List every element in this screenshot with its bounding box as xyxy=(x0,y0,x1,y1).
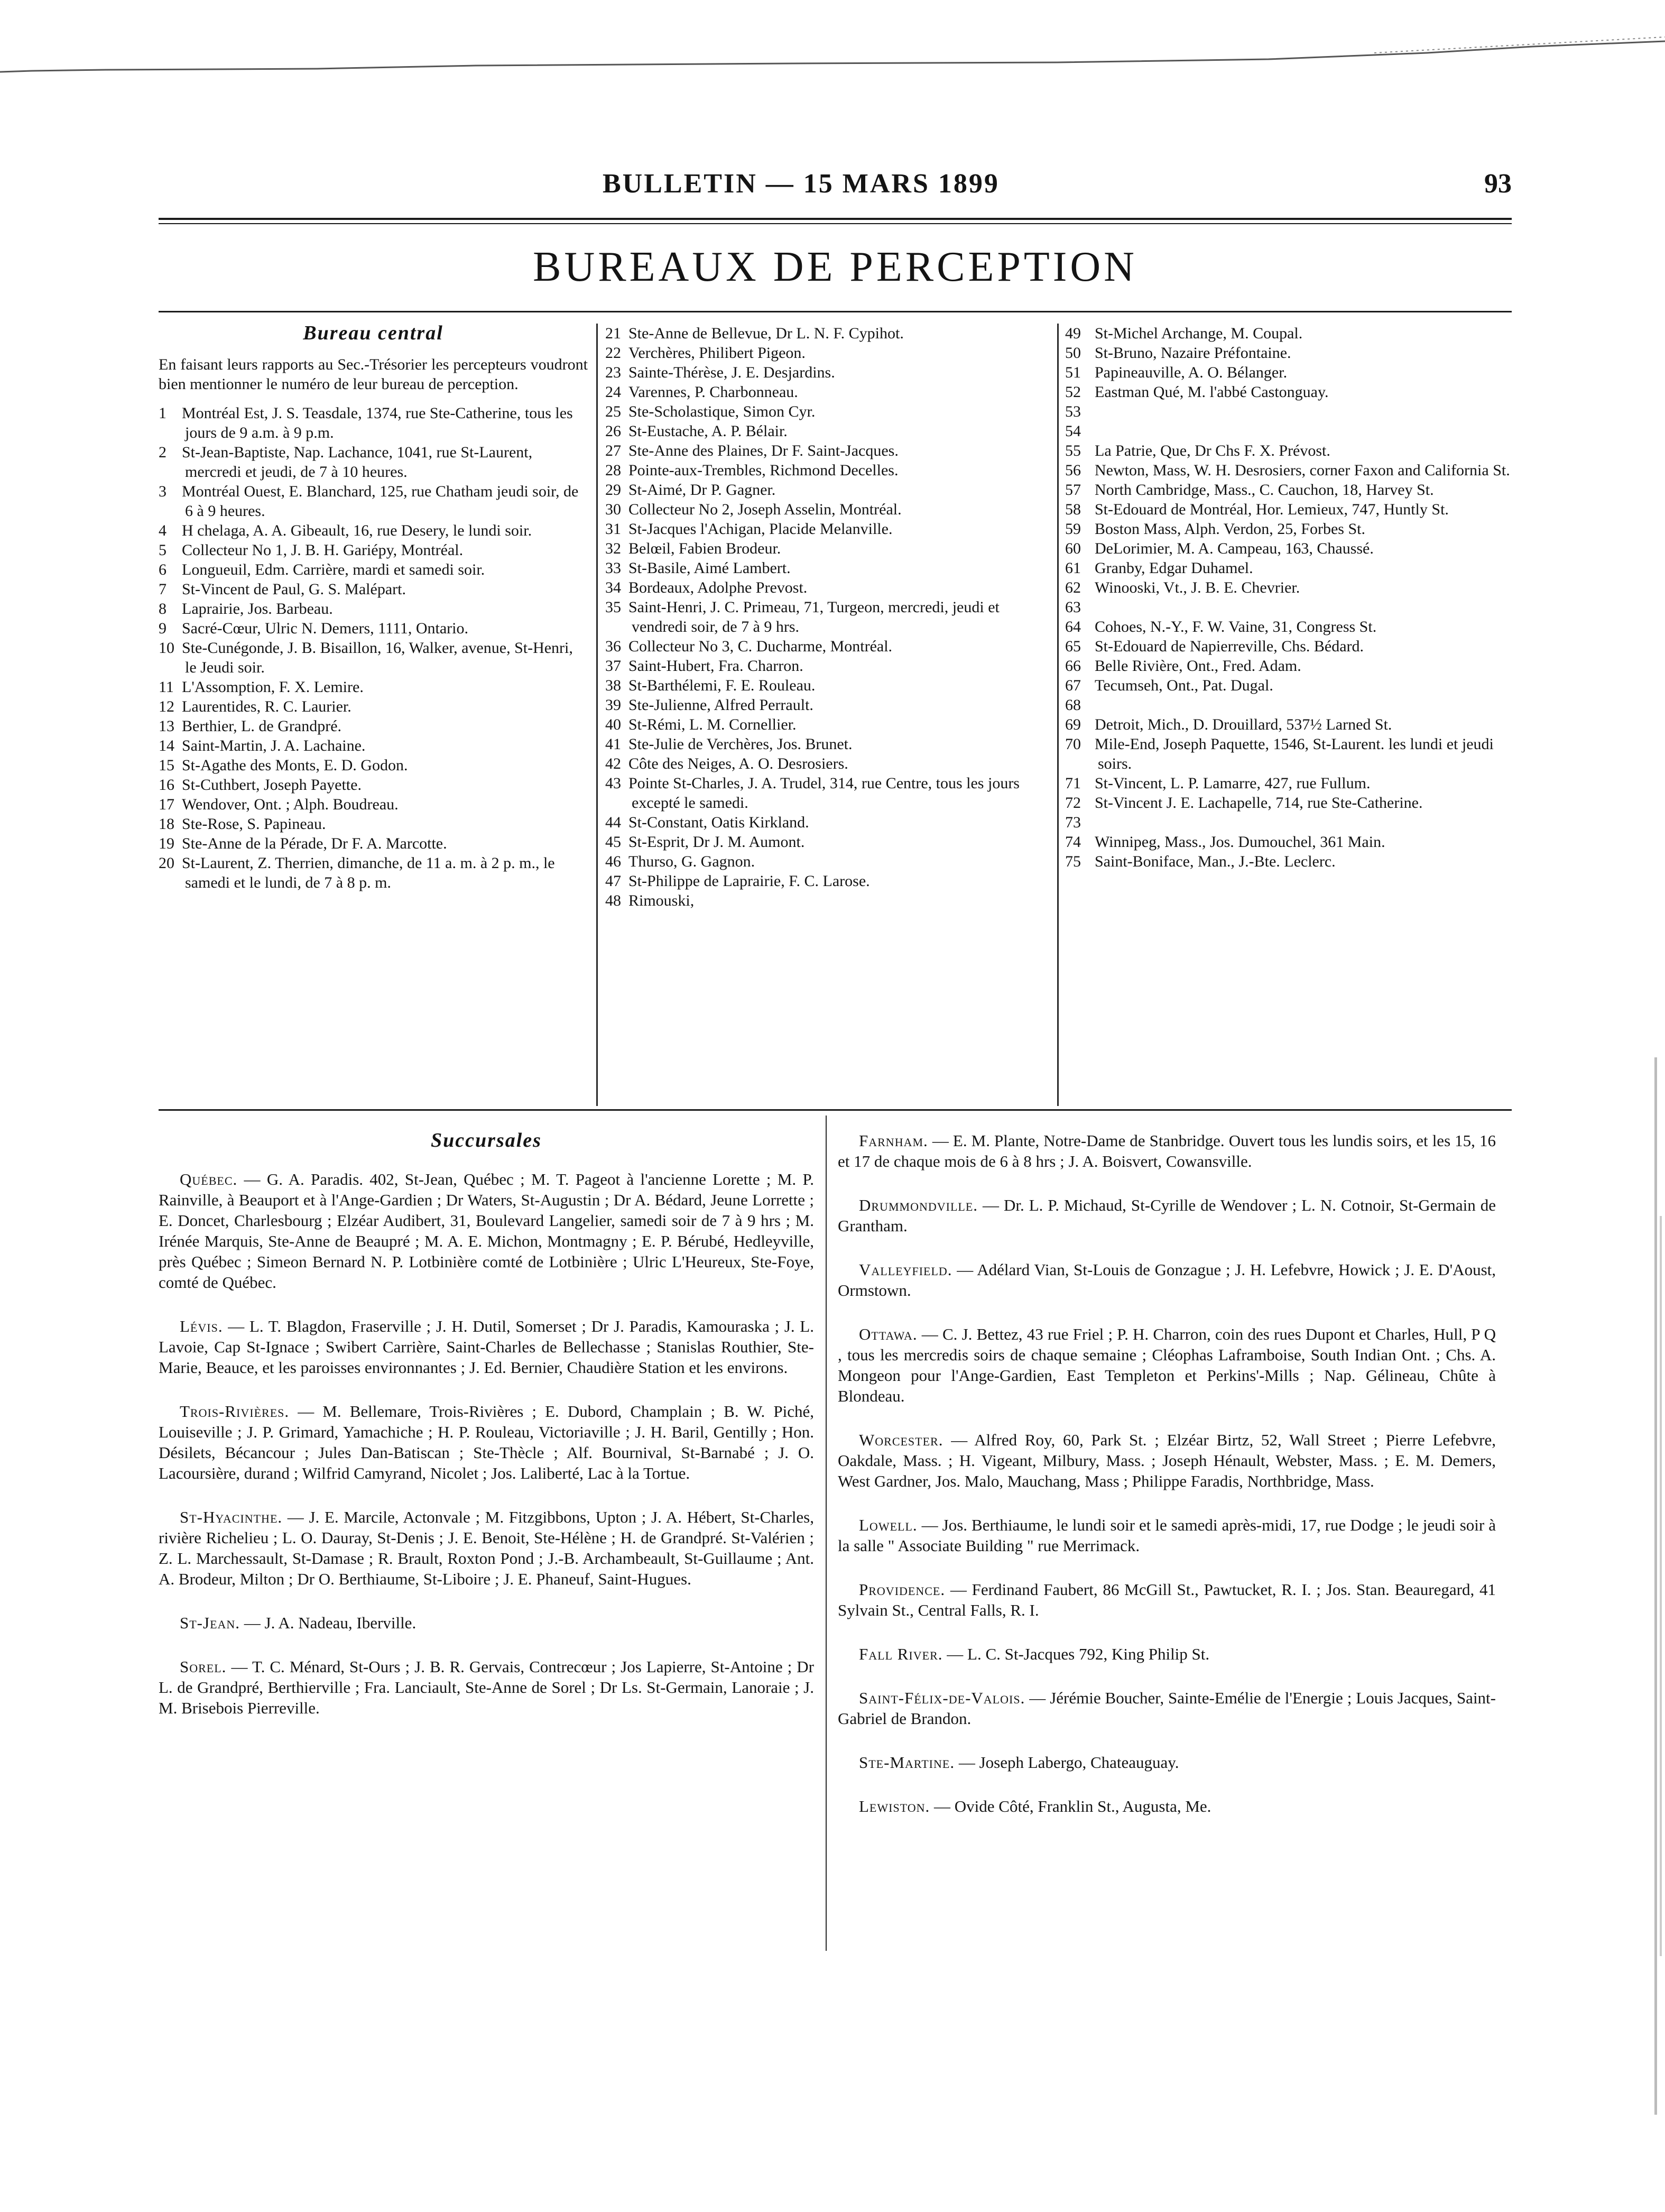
bureau-text: St-Esprit, Dr J. M. Aumont. xyxy=(628,833,805,851)
bureau-list-1 xyxy=(159,403,588,892)
bureau-central-column-2 xyxy=(605,324,1049,910)
bureau-number: 45 xyxy=(605,833,621,851)
bureau-number: 67 xyxy=(1065,677,1081,694)
bureau-number: 51 xyxy=(1065,364,1081,381)
bureau-text: Papineauville, A. O. Bélanger. xyxy=(1095,364,1288,381)
bureau-text: Mile-End, Joseph Paquette, 1546, St-Laurent. les lundi et jeudi soirs. xyxy=(1095,735,1494,772)
bureau-entry xyxy=(605,324,1049,343)
bureau-text: Winooski, Vt., J. B. E. Chevrier. xyxy=(1095,579,1300,596)
bureau-entry xyxy=(159,755,588,775)
bureau-entry xyxy=(605,891,1049,910)
bureau-text: St-Vincent, L. P. Lamarre, 427, rue Fullum. xyxy=(1095,775,1371,792)
bureau-text: Ste-Rose, S. Papineau. xyxy=(182,815,326,833)
bureau-number: 52 xyxy=(1065,383,1081,401)
bureau-entry xyxy=(605,676,1049,695)
bureau-entry xyxy=(605,813,1049,832)
scan-edge-noise-right xyxy=(1647,1057,1665,2115)
succursale-text: — Dr. L. P. Michaud, St-Cyrille de Wendover ; L. N. Cotnoir, St-Germain de Grantham. xyxy=(838,1196,1496,1235)
section-rule xyxy=(159,1109,1512,1111)
bureau-number: 7 xyxy=(159,580,166,598)
scan-edge-noise xyxy=(0,32,1665,74)
bureau-entry xyxy=(605,578,1049,597)
succursale-paragraph xyxy=(838,1430,1496,1491)
bureau-text: St-Jean-Baptiste, Nap. Lachance, 1041, rue St-Laurent, mercredi et jeudi, de 7 à 10 heures. xyxy=(182,444,533,481)
bureau-number: 40 xyxy=(605,716,621,733)
succursale-paragraph xyxy=(838,1259,1496,1301)
bureau-number: 57 xyxy=(1065,481,1081,499)
bureau-entry xyxy=(605,754,1049,773)
bureau-number: 68 xyxy=(1065,696,1081,714)
succursale-paragraph xyxy=(838,1195,1496,1236)
column-divider-3 xyxy=(826,1116,827,1951)
bureau-entry xyxy=(1065,421,1512,441)
bureau-text: Collecteur No 3, C. Ducharme, Montréal. xyxy=(628,638,893,655)
bureau-entry xyxy=(1065,480,1512,500)
bureau-entry xyxy=(1065,500,1512,519)
bureau-text: Verchères, Philibert Pigeon. xyxy=(628,344,806,362)
bureau-entry xyxy=(1065,637,1512,656)
bureau-entry xyxy=(159,619,588,638)
bureau-entry xyxy=(1065,539,1512,558)
bureau-entry xyxy=(605,480,1049,500)
bureau-number: 26 xyxy=(605,422,621,440)
bureau-number: 42 xyxy=(605,755,621,772)
bureau-entry xyxy=(605,852,1049,871)
bureau-entry xyxy=(1065,382,1512,402)
bureau-entry xyxy=(159,540,588,560)
bureau-text: Belle Rivière, Ont., Fred. Adam. xyxy=(1095,657,1301,675)
succursale-text: — J. E. Marcile, Actonvale ; M. Fitzgibbons, Upton ; J. A. Hébert, St-Charles, rivière Richelieu ; L. O. Dauray, St-Denis ; J. E. Benoit, Ste-Hélène ; H. de Grandpré. St-Valérien ; Z. L. Marchessault, St-Damase ; R. Brault, Roxton Pond ; J.-B. Archambeault, St-Guillaume ; Ant. A. Brodeur, Milton ; Dr O. Berthiaume, St-Liboire ; J. E. Phaneuf, Saint-Hugues. xyxy=(159,1508,814,1588)
bureau-entry xyxy=(159,579,588,599)
bureau-text: Ste-Julienne, Alfred Perrault. xyxy=(628,696,813,714)
bureau-text: Collecteur No 2, Joseph Asselin, Montréal. xyxy=(628,501,902,518)
bureau-entry xyxy=(159,403,588,443)
bureau-number: 22 xyxy=(605,344,621,362)
bureau-entry xyxy=(605,558,1049,578)
succursale-place: Farnham. xyxy=(859,1131,928,1150)
succursale-paragraph xyxy=(838,1688,1496,1729)
bureau-number: 9 xyxy=(159,620,166,637)
bureau-entry xyxy=(159,853,588,892)
bureau-number: 39 xyxy=(605,696,621,714)
bureau-entry xyxy=(1065,773,1512,793)
bureau-entry xyxy=(1065,402,1512,421)
bureau-number: 12 xyxy=(159,698,174,715)
bureau-text: St-Bruno, Nazaire Préfontaine. xyxy=(1095,344,1291,362)
succursale-place: St-Jean. xyxy=(180,1614,240,1632)
succursale-place: Worcester. xyxy=(859,1431,944,1449)
bureau-number: 49 xyxy=(1065,325,1081,342)
bureau-entry xyxy=(1065,676,1512,695)
bureau-text: St-Constant, Oatis Kirkland. xyxy=(628,814,809,831)
bureau-text: Granby, Edgar Duhamel. xyxy=(1095,559,1253,577)
bureau-text: Ste-Anne de Bellevue, Dr L. N. F. Cypihot. xyxy=(628,325,904,342)
bureau-entry xyxy=(605,500,1049,519)
column-divider-1 xyxy=(596,324,598,1106)
bureau-number: 32 xyxy=(605,540,621,557)
bureau-entry xyxy=(159,814,588,834)
bureau-number: 60 xyxy=(1065,540,1081,557)
bureau-number: 50 xyxy=(1065,344,1081,362)
bureau-text: L'Assomption, F. X. Lemire. xyxy=(182,678,364,696)
running-title: BULLETIN — 15 MARS 1899 xyxy=(603,169,1000,199)
bureau-entry xyxy=(159,443,588,482)
succursales-right xyxy=(838,1130,1496,1840)
bureau-central-column-1 xyxy=(159,324,588,892)
succursale-text: — Joseph Labergo, Chateauguay. xyxy=(955,1753,1179,1772)
succursale-paragraph xyxy=(838,1515,1496,1556)
bureau-entry xyxy=(605,402,1049,421)
bureau-text: Ste-Julie de Verchères, Jos. Brunet. xyxy=(628,735,853,753)
bureau-text: Ste-Anne des Plaines, Dr F. Saint-Jacques. xyxy=(628,442,899,459)
bureau-number: 44 xyxy=(605,814,621,831)
bureau-text: Saint-Henri, J. C. Primeau, 71, Turgeon, mercredi, jeudi et vendredi soir, de 7 à 9 hrs. xyxy=(628,598,1000,635)
bureau-text: St-Vincent J. E. Lachapelle, 714, rue Ste-Catherine. xyxy=(1095,794,1423,812)
bureau-text: Saint-Boniface, Man., J.-Bte. Leclerc. xyxy=(1095,853,1336,870)
succursale-text: — Adélard Vian, St-Louis de Gonzague ; J. H. Lefebvre, Howick ; J. E. D'Aoust, Ormstown. xyxy=(838,1260,1496,1299)
bureau-entry xyxy=(1065,578,1512,597)
bureau-text: St-Basile, Aimé Lambert. xyxy=(628,559,791,577)
succursale-paragraph xyxy=(159,1401,814,1483)
bureau-entry xyxy=(159,677,588,697)
bureau-entry xyxy=(159,775,588,795)
bureau-text: Collecteur No 1, J. B. H. Gariépy, Montréal. xyxy=(182,541,464,559)
bureau-number: 48 xyxy=(605,892,621,909)
succursale-paragraph xyxy=(838,1579,1496,1620)
bureau-text: St-Eustache, A. P. Bélair. xyxy=(628,422,788,440)
bureau-number: 5 xyxy=(159,541,166,559)
bureau-text: St-Rémi, L. M. Cornellier. xyxy=(628,716,797,733)
bureau-entry xyxy=(1065,852,1512,871)
bureau-text: Sainte-Thérèse, J. E. Desjardins. xyxy=(628,364,835,381)
succursale-place: Lewiston. xyxy=(859,1797,930,1815)
bureau-entry xyxy=(605,363,1049,382)
bureau-number: 20 xyxy=(159,854,174,872)
bureau-text: Bordeaux, Adolphe Prevost. xyxy=(628,579,808,596)
bureau-text: St-Vincent de Paul, G. S. Malépart. xyxy=(182,580,406,598)
bureau-text: Cohoes, N.-Y., F. W. Vaine, 31, Congress St. xyxy=(1095,618,1377,635)
bureau-number: 13 xyxy=(159,717,174,735)
running-head xyxy=(159,168,1512,205)
bureau-text: Laprairie, Jos. Barbeau. xyxy=(182,600,333,617)
bureau-number: 53 xyxy=(1065,403,1081,420)
bureau-number: 37 xyxy=(605,657,621,675)
bureau-number: 27 xyxy=(605,442,621,459)
succursale-text: — L. T. Blagdon, Fraserville ; J. H. Dutil, Somerset ; Dr J. Paradis, Kamouraska ; J. L. Lavoie, Cap St-Ignace ; Swibert Carrière, Saint-Charles de Bellechasse ; Stanislas Routhier, Ste-Marie, Beauce, et les paroisses environnantes ; J. Ed. Bernier, Chaudière Station et les environs. xyxy=(159,1317,814,1377)
bureau-entry xyxy=(605,597,1049,637)
bureau-number: 34 xyxy=(605,579,621,596)
bureau-number: 65 xyxy=(1065,638,1081,655)
bureau-central-column-3 xyxy=(1065,324,1512,871)
bureau-entry xyxy=(1065,695,1512,715)
bureau-number: 3 xyxy=(159,483,166,500)
bureau-number: 36 xyxy=(605,638,621,655)
bureau-entry xyxy=(1065,617,1512,637)
bureau-number: 56 xyxy=(1065,462,1081,479)
bureau-text: Rimouski, xyxy=(628,892,695,909)
succursale-paragraph xyxy=(838,1130,1496,1172)
bureau-entry xyxy=(1065,460,1512,480)
bureau-text: H chelaga, A. A. Gibeault, 16, rue Desery, le lundi soir. xyxy=(182,522,532,539)
bureau-text: Ste-Cunégonde, J. B. Bisaillon, 16, Walker, avenue, St-Henri, le Jeudi soir. xyxy=(182,639,573,676)
bureau-text: Tecumseh, Ont., Pat. Dugal. xyxy=(1095,677,1273,694)
bureau-text: DeLorimier, M. A. Campeau, 163, Chaussé. xyxy=(1095,540,1374,557)
succursale-text: — T. C. Ménard, St-Ours ; J. B. R. Gervais, Contrecœur ; Jos Lapierre, St-Antoine ; Dr L. de Grandpré, Berthierville ; Fra. Lanciault, Ste-Anne de Sorel ; Dr Ls. St-Germain, Lanoraie ; J. M. Brisebois Pierreville. xyxy=(159,1657,814,1717)
bureau-entry xyxy=(605,832,1049,852)
bureau-text: Varennes, P. Charbonneau. xyxy=(628,383,798,401)
bureau-number: 55 xyxy=(1065,442,1081,459)
bureau-entry xyxy=(1065,441,1512,460)
succursale-place: Lowell. xyxy=(859,1516,918,1534)
succursales-heading: Succursales xyxy=(431,1129,542,1151)
bureau-text: St-Philippe de Laprairie, F. C. Larose. xyxy=(628,872,870,890)
bureau-text: La Patrie, Que, Dr Chs F. X. Prévost. xyxy=(1095,442,1330,459)
bureau-number: 75 xyxy=(1065,853,1081,870)
bureau-number: 74 xyxy=(1065,833,1081,851)
bureau-number: 31 xyxy=(605,520,621,538)
bureau-number: 10 xyxy=(159,639,174,657)
head-rule-bottom xyxy=(159,223,1512,224)
succursale-text: — Alfred Roy, 60, Park St. ; Elzéar Birtz, 52, Wall Street ; Pierre Lefebvre, Oakdale, Mass. ; H. Vigeant, Milbury, Mass. ; Joseph Hénault, Webster, Mass. ; E. M. Demers, West Gardner, Jos. Malo, Mauchang, Mass ; Philippe Faradis, Northbridge, Mass. xyxy=(838,1431,1496,1490)
bureau-text: Winnipeg, Mass., Jos. Dumouchel, 361 Main. xyxy=(1095,833,1385,851)
bureau-entry xyxy=(1065,832,1512,852)
bureau-entry xyxy=(1065,813,1512,832)
bureau-entry xyxy=(1065,363,1512,382)
succursale-text: — L. C. St-Jacques 792, King Philip St. xyxy=(942,1645,1210,1663)
succursales-right-list xyxy=(838,1130,1496,1817)
bureau-central-intro: En faisant leurs rapports au Sec.-Trésorier les percepteurs voudront bien mentionner le numéro de leur bureau de perception. xyxy=(159,356,588,393)
bureau-entry xyxy=(159,560,588,579)
bureau-entry xyxy=(1065,558,1512,578)
bureau-text: Ste-Anne de la Pérade, Dr F. A. Marcotte. xyxy=(182,835,447,852)
bureau-entry xyxy=(1065,656,1512,676)
bureau-number: 54 xyxy=(1065,422,1081,440)
succursales-left-list xyxy=(159,1169,814,1718)
bureau-entry xyxy=(159,834,588,853)
bureau-text: Montréal Est, J. S. Teasdale, 1374, rue Ste-Catherine, tous les jours de 9 a.m. à 9 p.m. xyxy=(182,404,573,441)
succursale-text: — Jérémie Boucher, Sainte-Emélie de l'Energie ; Louis Jacques, Saint-Gabriel de Brandon. xyxy=(838,1689,1496,1728)
succursale-paragraph xyxy=(159,1612,814,1633)
bureau-text: Eastman Qué, M. l'abbé Castonguay. xyxy=(1095,383,1329,401)
succursale-text: — Ferdinand Faubert, 86 McGill St., Pawtucket, R. I. ; Jos. Stan. Beauregard, 41 Sylvain St., Central Falls, R. I. xyxy=(838,1580,1496,1619)
succursale-place: St-Hyacinthe. xyxy=(180,1508,283,1526)
succursale-text: — E. M. Plante, Notre-Dame de Stanbridge. Ouvert tous les lundis soirs, et les 15, 16 et 17 de chaque mois de 6 à 8 hrs ; J. A. Boisvert, Cowansville. xyxy=(838,1131,1496,1170)
bureau-text: Laurentides, R. C. Laurier. xyxy=(182,698,352,715)
bureau-number: 17 xyxy=(159,796,174,813)
bureau-number: 16 xyxy=(159,776,174,794)
bureau-central-heading: Bureau central xyxy=(303,322,443,344)
succursale-paragraph xyxy=(159,1656,814,1718)
bureau-entry xyxy=(605,871,1049,891)
bureau-text: Montréal Ouest, E. Blanchard, 125, rue Chatham jeudi soir, de 6 à 9 heures. xyxy=(182,483,579,520)
head-rule-top xyxy=(159,218,1512,220)
bureau-number: 14 xyxy=(159,737,174,754)
bureau-number: 33 xyxy=(605,559,621,577)
bureau-number: 2 xyxy=(159,444,166,461)
bureau-text: Ste-Scholastique, Simon Cyr. xyxy=(628,403,816,420)
bureau-entry xyxy=(1065,734,1512,773)
bureau-text: St-Aimé, Dr P. Gagner. xyxy=(628,481,776,499)
bureau-number: 11 xyxy=(159,678,174,696)
bureau-text: St-Laurent, Z. Therrien, dimanche, de 11 a. m. à 2 p. m., le samedi et le lundi, de 7 à 8 p. m. xyxy=(182,854,555,891)
bureau-number: 71 xyxy=(1065,775,1081,792)
bureau-text: Pointe-aux-Trembles, Richmond Decelles. xyxy=(628,462,899,479)
succursale-place: Ottawa. xyxy=(859,1325,918,1343)
bureau-entry xyxy=(159,638,588,677)
bureau-text: Thurso, G. Gagnon. xyxy=(628,853,755,870)
bureau-entry xyxy=(605,695,1049,715)
bureau-number: 41 xyxy=(605,735,621,753)
bureau-text: Newton, Mass, W. H. Desrosiers, corner Faxon and California St. xyxy=(1095,462,1510,479)
succursale-text: — M. Bellemare, Trois-Rivières ; E. Dubord, Champlain ; B. W. Piché, Louiseville ; J. P. Grimard, Yamachiche ; H. P. Rouleau, Victoriaville ; J. H. Baril, Gentilly ; Hon. Désilets, Bécancour ; Jules Dan-Batiscan ; Ste-Thècle ; Alf. Bournival, St-Barnabé ; J. O. Lacoursière, durand ; Wilfrid Camyrand, Nicolet ; Jos. Laliberté, Lac à la Tortue. xyxy=(159,1402,814,1482)
bureau-number: 28 xyxy=(605,462,621,479)
bureau-number: 38 xyxy=(605,677,621,694)
succursale-place: Valleyfield. xyxy=(859,1260,952,1279)
bureau-list-3 xyxy=(1065,324,1512,871)
succursale-place: Lévis. xyxy=(180,1317,223,1335)
bureau-number: 72 xyxy=(1065,794,1081,812)
bureau-entry xyxy=(159,482,588,521)
succursale-text: — J. A. Nadeau, Iberville. xyxy=(240,1614,417,1632)
page-number: 93 xyxy=(1484,169,1512,199)
bureau-number: 70 xyxy=(1065,735,1081,753)
bureau-number: 59 xyxy=(1065,520,1081,538)
bureau-number: 30 xyxy=(605,501,621,518)
bureau-text: Detroit, Mich., D. Drouillard, 537½ Larned St. xyxy=(1095,716,1392,733)
succursale-paragraph xyxy=(159,1507,814,1589)
bureau-text: St-Agathe des Monts, E. D. Godon. xyxy=(182,757,408,774)
page-title: BUREAUX DE PERCEPTION xyxy=(533,244,1137,290)
bureau-number: 15 xyxy=(159,757,174,774)
succursale-place: Sorel. xyxy=(180,1657,227,1676)
bureau-number: 35 xyxy=(605,598,621,616)
bureau-text: St-Jacques l'Achigan, Placide Melanville. xyxy=(628,520,893,538)
succursale-text: — G. A. Paradis. 402, St-Jean, Québec ; M. T. Pageot à l'ancienne Lorette ; M. P. Rainville, à Beauport et à l'Ange-Gardien ; Dr Waters, St-Augustin ; Dr A. Bédard, Jeune Lorrette ; E. Doncet, Charlesbourg ; Elzéar Audibert, 31, Boulevard Langelier, samedi soir de 7 à 9 hrs ; M. Irénée Marquis, Ste-Anne de Beaupré ; M. A. E. Michon, Montmagny ; E. P. Bérubé, Hedleyville, près Québec ; Simeon Bernard N. P. Lotbinière comté de Lotbinière ; Ulric L'Heureux, Ste-Foye, comté de Québec. xyxy=(159,1170,814,1292)
bureau-number: 43 xyxy=(605,775,621,792)
bureau-entry xyxy=(605,460,1049,480)
bureau-entry xyxy=(159,736,588,755)
bureau-text: Longueuil, Edm. Carrière, mardi et samedi soir. xyxy=(182,561,485,578)
succursale-place: Trois-Rivières. xyxy=(180,1402,290,1421)
bureau-number: 58 xyxy=(1065,501,1081,518)
bureau-number: 21 xyxy=(605,325,621,342)
bureau-entry xyxy=(1065,343,1512,363)
bureau-text: Boston Mass, Alph. Verdon, 25, Forbes St. xyxy=(1095,520,1365,538)
bureau-number: 66 xyxy=(1065,657,1081,675)
bureau-text: Saint-Hubert, Fra. Charron. xyxy=(628,657,803,675)
succursale-paragraph xyxy=(838,1752,1496,1773)
bureau-text: Wendover, Ont. ; Alph. Boudreau. xyxy=(182,796,399,813)
column-divider-2 xyxy=(1057,324,1059,1106)
bureau-entry xyxy=(159,716,588,736)
bureau-entry xyxy=(605,715,1049,734)
bureau-number: 19 xyxy=(159,835,174,852)
succursale-place: Drummondville. xyxy=(859,1196,978,1214)
bureau-entry xyxy=(605,773,1049,813)
bureau-entry xyxy=(1065,597,1512,617)
bureau-entry xyxy=(159,795,588,814)
bureau-number: 62 xyxy=(1065,579,1081,596)
bureau-text: Pointe St-Charles, J. A. Trudel, 314, rue Centre, tous les jours excepté le samedi. xyxy=(628,775,1020,812)
bureau-number: 18 xyxy=(159,815,174,833)
bureau-entry xyxy=(605,519,1049,539)
bureau-entry xyxy=(1065,519,1512,539)
succursale-paragraph xyxy=(159,1169,814,1293)
bureau-number: 29 xyxy=(605,481,621,499)
bureau-text: St-Edouard de Napierreville, Chs. Bédard. xyxy=(1095,638,1364,655)
bureau-text: Sacré-Cœur, Ulric N. Demers, 1111, Ontario. xyxy=(182,620,468,637)
bureau-number: 63 xyxy=(1065,598,1081,616)
bureau-number: 24 xyxy=(605,383,621,401)
bureau-entry xyxy=(1065,715,1512,734)
bureau-entry xyxy=(605,421,1049,441)
bureau-number: 25 xyxy=(605,403,621,420)
bureau-entry xyxy=(159,521,588,540)
bureau-number: 64 xyxy=(1065,618,1081,635)
succursales-left xyxy=(159,1130,814,1741)
succursale-text: — Ovide Côté, Franklin St., Augusta, Me. xyxy=(930,1797,1211,1815)
succursale-text: — Jos. Berthiaume, le lundi soir et le samedi après-midi, 17, rue Dodge ; le jeudi soir à la salle " Associate Building " rue Merrimack. xyxy=(838,1516,1496,1555)
bureau-text: St-Cuthbert, Joseph Payette. xyxy=(182,776,362,794)
bureau-number: 8 xyxy=(159,600,166,617)
succursale-place: Québec. xyxy=(180,1170,238,1188)
bureau-list-2 xyxy=(605,324,1049,910)
succursale-paragraph xyxy=(838,1324,1496,1406)
bureau-number: 6 xyxy=(159,561,166,578)
bureau-text: St-Michel Archange, M. Coupal. xyxy=(1095,325,1303,342)
succursale-text: — C. J. Bettez, 43 rue Friel ; P. H. Charron, coin des rues Dupont et Charles, Hull, P Q , tous les mercredis soirs de chaque semaine ; Cléophas Laframboise, South Indian Ont. ; Chs. A. Mongeon pour l'Ange-Gardien, East Templeton et Perkins'-Mills ; Nap. Gélineau, Chûte à Blondeau. xyxy=(838,1325,1496,1405)
bureau-entry xyxy=(605,382,1049,402)
bureau-entry xyxy=(605,656,1049,676)
bureau-number: 73 xyxy=(1065,814,1081,831)
bureau-number: 47 xyxy=(605,872,621,890)
bureau-entry xyxy=(605,343,1049,363)
bureau-number: 23 xyxy=(605,364,621,381)
bureau-number: 61 xyxy=(1065,559,1081,577)
bureau-entry xyxy=(605,734,1049,754)
succursale-place: Providence. xyxy=(859,1580,946,1599)
bureau-text: St-Barthélemi, F. E. Rouleau. xyxy=(628,677,816,694)
bureau-entry xyxy=(605,441,1049,460)
bureau-entry xyxy=(1065,793,1512,813)
bureau-text: Belœil, Fabien Brodeur. xyxy=(628,540,781,557)
bureau-entry xyxy=(605,539,1049,558)
bureau-entry xyxy=(605,637,1049,656)
bureau-number: 69 xyxy=(1065,716,1081,733)
succursale-place: Ste-Martine. xyxy=(859,1753,955,1772)
succursale-paragraph xyxy=(838,1644,1496,1664)
bureau-number: 1 xyxy=(159,404,166,422)
bureau-number: 4 xyxy=(159,522,166,539)
title-rule xyxy=(159,311,1512,312)
bureau-entry xyxy=(159,697,588,716)
succursale-place: Fall River. xyxy=(859,1645,943,1663)
succursale-place: Saint-Félix-de-Valois. xyxy=(859,1689,1025,1707)
bureau-text: North Cambridge, Mass., C. Cauchon, 18, Harvey St. xyxy=(1095,481,1434,499)
bureau-entry xyxy=(1065,324,1512,343)
succursale-paragraph xyxy=(159,1316,814,1378)
bureau-text: St-Edouard de Montréal, Hor. Lemieux, 747, Huntly St. xyxy=(1095,501,1449,518)
succursale-paragraph xyxy=(838,1796,1496,1817)
bureau-entry xyxy=(159,599,588,619)
bureau-text: Côte des Neiges, A. O. Desrosiers. xyxy=(628,755,848,772)
bureau-text: Berthier, L. de Grandpré. xyxy=(182,717,342,735)
bureau-text: Saint-Martin, J. A. Lachaine. xyxy=(182,737,366,754)
bureau-number: 46 xyxy=(605,853,621,870)
